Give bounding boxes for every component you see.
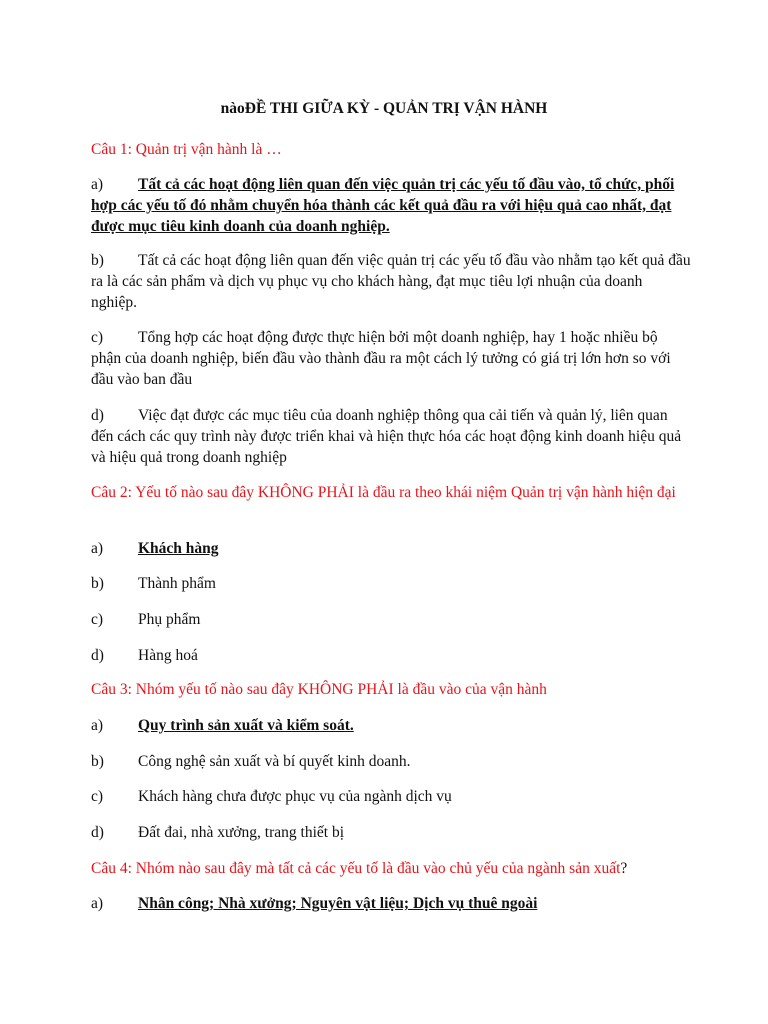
option-text: Tổng hợp các hoạt động được thực hiện bởi một doanh nghiệp, hay 1 hoặc nhiều bộ phận của doanh nghiệp, biến đầu vào thành đầu ra một cách lý tưởng có giá trị lớn hơn so với đầu vào ban đầu bbox=[91, 329, 671, 388]
option-text-correct: Tất cả các hoạt động liên quan đến việc quản trị các yếu tố đầu vào, tổ chức, phối hợp các yếu tố đó nhằm chuyển hóa thành các kết quả đầu ra với hiệu quả cao nhất, đạt được mục tiêu kinh doanh của doanh nghiệp. bbox=[91, 176, 675, 235]
option-label: d) bbox=[91, 824, 104, 841]
question-2-prompt bbox=[91, 482, 691, 503]
option-text: Khách hàng chưa được phục vụ của ngành dịch vụ bbox=[138, 788, 452, 805]
option-label: c) bbox=[91, 329, 104, 346]
question-1-option-b bbox=[91, 250, 691, 313]
option-label: d) bbox=[91, 647, 104, 664]
question-1-prompt bbox=[91, 139, 691, 160]
question-4-suffix: ? bbox=[620, 860, 628, 877]
option-text-correct: Nhân công; Nhà xưởng; Nguyên vật liệu; Dịch vụ thuê ngoài bbox=[138, 895, 538, 912]
option-label: b) bbox=[91, 753, 104, 770]
question-3-option-a bbox=[91, 715, 691, 736]
question-1-text: Câu 1: Quản trị vận hành là … bbox=[91, 141, 282, 158]
question-2-option-d bbox=[91, 645, 691, 666]
option-label: a) bbox=[91, 717, 104, 734]
question-4-text: Câu 4: Nhóm nào sau đây mà tất cả các yếu tố là đầu vào chủ yếu của ngành sản xuất bbox=[91, 860, 621, 877]
question-2-option-b bbox=[91, 573, 691, 594]
option-text: Tất cả các hoạt động liên quan đến việc quản trị các yếu tố đầu vào nhằm tạo kết quả đầu ra là các sản phẩm và dịch vụ phục vụ cho khách hàng, đạt mục tiêu lợi nhuận của doanh nghiệp. bbox=[91, 252, 691, 311]
question-2-option-c bbox=[91, 609, 691, 630]
question-2-option-a bbox=[91, 538, 691, 559]
option-label: b) bbox=[91, 252, 104, 269]
option-label: d) bbox=[91, 407, 104, 424]
question-2-text: Câu 2: Yếu tố nào sau đây KHÔNG PHẢI là đầu ra theo khái niệm Quản trị vận hành hiện đại bbox=[91, 484, 676, 501]
option-label: c) bbox=[91, 788, 104, 805]
question-3-option-c bbox=[91, 786, 691, 807]
question-3-text: Câu 3: Nhóm yếu tố nào sau đây KHÔNG PHẢI là đầu vào của vận hành bbox=[91, 681, 547, 698]
option-text-correct: Quy trình sản xuất và kiểm soát. bbox=[138, 717, 354, 734]
option-label: a) bbox=[91, 176, 104, 193]
option-text: Đất đai, nhà xưởng, trang thiết bị bbox=[138, 824, 344, 841]
option-text: Công nghệ sản xuất và bí quyết kinh doanh. bbox=[138, 753, 411, 770]
option-text: Hàng hoá bbox=[138, 647, 198, 664]
option-label: b) bbox=[91, 575, 104, 592]
question-1-option-d bbox=[91, 405, 691, 468]
question-1-option-a bbox=[91, 174, 691, 237]
option-label: a) bbox=[91, 895, 104, 912]
question-3-option-b bbox=[91, 751, 691, 772]
question-4-option-a bbox=[91, 893, 691, 914]
question-3-option-d bbox=[91, 822, 691, 843]
option-text-correct: Khách hàng bbox=[138, 540, 219, 557]
option-text: Việc đạt được các mục tiêu của doanh nghiệp thông qua cải tiến và quản lý, liên quan đến cách các quy trình này được triển khai và hiện thực hóa các hoạt động kinh doanh hiệu quả và hiệu quả trong doanh nghiệp bbox=[91, 407, 682, 466]
question-3-prompt bbox=[91, 679, 691, 700]
option-text: Phụ phẩm bbox=[138, 611, 201, 628]
question-1-option-c bbox=[91, 327, 691, 390]
option-text: Thành phẩm bbox=[138, 575, 216, 592]
option-label: c) bbox=[91, 611, 104, 628]
question-4-prompt bbox=[91, 858, 691, 879]
document-title: nàoĐỀ THI GIỮA KỲ - QUẢN TRỊ VẬN HÀNH bbox=[220, 100, 548, 117]
option-label: a) bbox=[91, 540, 104, 557]
